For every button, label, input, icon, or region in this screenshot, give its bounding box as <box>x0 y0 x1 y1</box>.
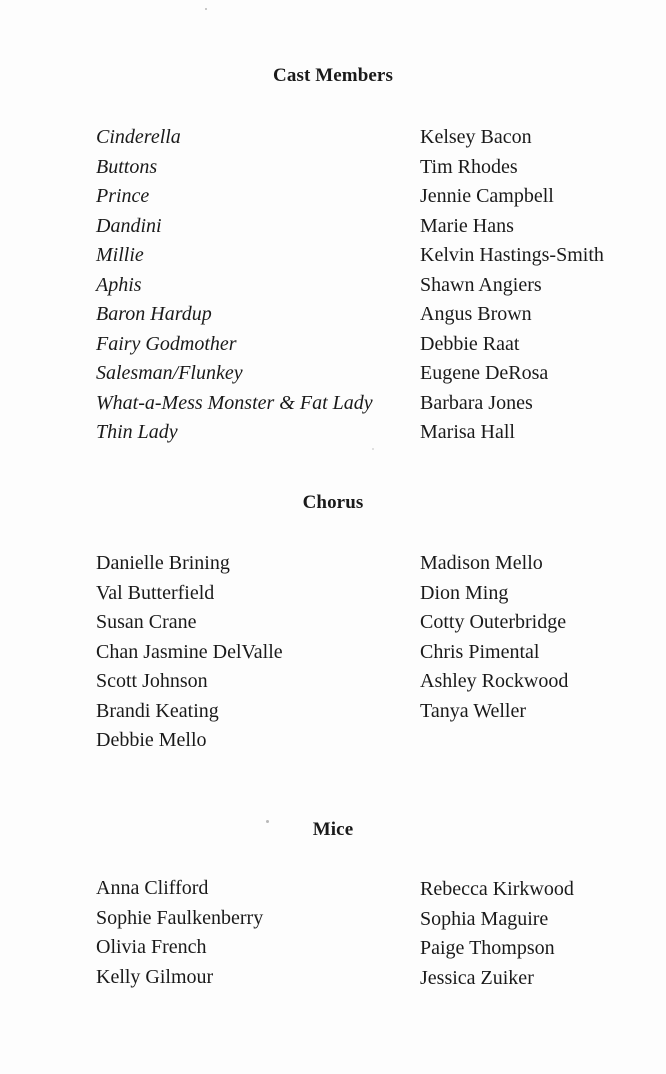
actor-name: Shawn Angiers <box>420 273 542 296</box>
mice-heading: Mice <box>312 819 354 840</box>
actor-name: Marisa Hall <box>420 421 515 443</box>
chorus-member: Brandi Keating <box>96 699 219 722</box>
mice-left-list <box>96 874 263 992</box>
actor-name: Jennie Campbell <box>420 185 554 207</box>
chorus-right-list <box>420 549 568 726</box>
chorus-member: Dion Ming <box>420 581 509 604</box>
role-name: Salesman/Flunkey <box>96 362 243 384</box>
chorus-member: Chris Pimental <box>420 640 540 663</box>
actor-name: Marie Hans <box>420 214 514 237</box>
cast-actors-list <box>420 123 604 448</box>
mouse-member: Kelly Gilmour <box>96 965 214 988</box>
role-name: Cinderella <box>96 126 181 148</box>
mouse-member: Rebecca Kirkwood <box>420 878 574 900</box>
chorus-member: Cotty Outerbridge <box>420 611 567 633</box>
chorus-heading: Chorus <box>302 492 364 513</box>
role-name: Fairy Godmother <box>96 332 237 355</box>
mice-right-list <box>420 875 574 993</box>
mouse-member: Sophie Faulkenberry <box>96 906 264 929</box>
actor-name: Kelsey Bacon <box>420 126 532 148</box>
cast-roles-list <box>96 123 373 448</box>
mouse-member: Paige Thompson <box>420 937 555 959</box>
actor-name: Kelvin Hastings-Smith <box>420 244 604 266</box>
role-name: Baron Hardup <box>96 303 212 325</box>
chorus-member: Tanya Weller <box>420 699 527 722</box>
actor-name: Tim Rhodes <box>420 155 518 178</box>
chorus-member: Susan Crane <box>96 611 197 633</box>
role-name: Buttons <box>96 155 158 178</box>
chorus-member: Ashley Rockwood <box>420 670 569 692</box>
chorus-member: Chan Jasmine DelValle <box>96 640 283 663</box>
actor-name: Debbie Raat <box>420 332 520 355</box>
role-name: Millie <box>96 244 144 266</box>
chorus-member: Scott Johnson <box>96 670 208 692</box>
mouse-member: Anna Clifford <box>96 877 209 899</box>
paper-speck <box>266 820 269 823</box>
role-name: Aphis <box>96 273 142 296</box>
role-name: What-a-Mess Monster & Fat Lady <box>96 391 373 414</box>
role-name: Dandini <box>96 214 162 237</box>
mouse-member: Jessica Zuiker <box>420 966 534 989</box>
chorus-member: Debbie Mello <box>96 729 207 751</box>
paper-speck <box>372 448 374 450</box>
actor-name: Barbara Jones <box>420 391 533 414</box>
cast-members-heading: Cast Members <box>273 65 393 86</box>
role-name: Prince <box>96 185 150 207</box>
role-name: Thin Lady <box>96 421 178 443</box>
chorus-member: Val Butterfield <box>96 581 215 604</box>
mouse-member: Olivia French <box>96 936 207 958</box>
chorus-left-list <box>96 549 283 756</box>
actor-name: Angus Brown <box>420 303 532 325</box>
paper-speck <box>205 8 207 10</box>
chorus-member: Madison Mello <box>420 552 543 574</box>
mouse-member: Sophia Maguire <box>420 907 549 930</box>
actor-name: Eugene DeRosa <box>420 362 549 384</box>
chorus-member: Danielle Brining <box>96 552 230 574</box>
